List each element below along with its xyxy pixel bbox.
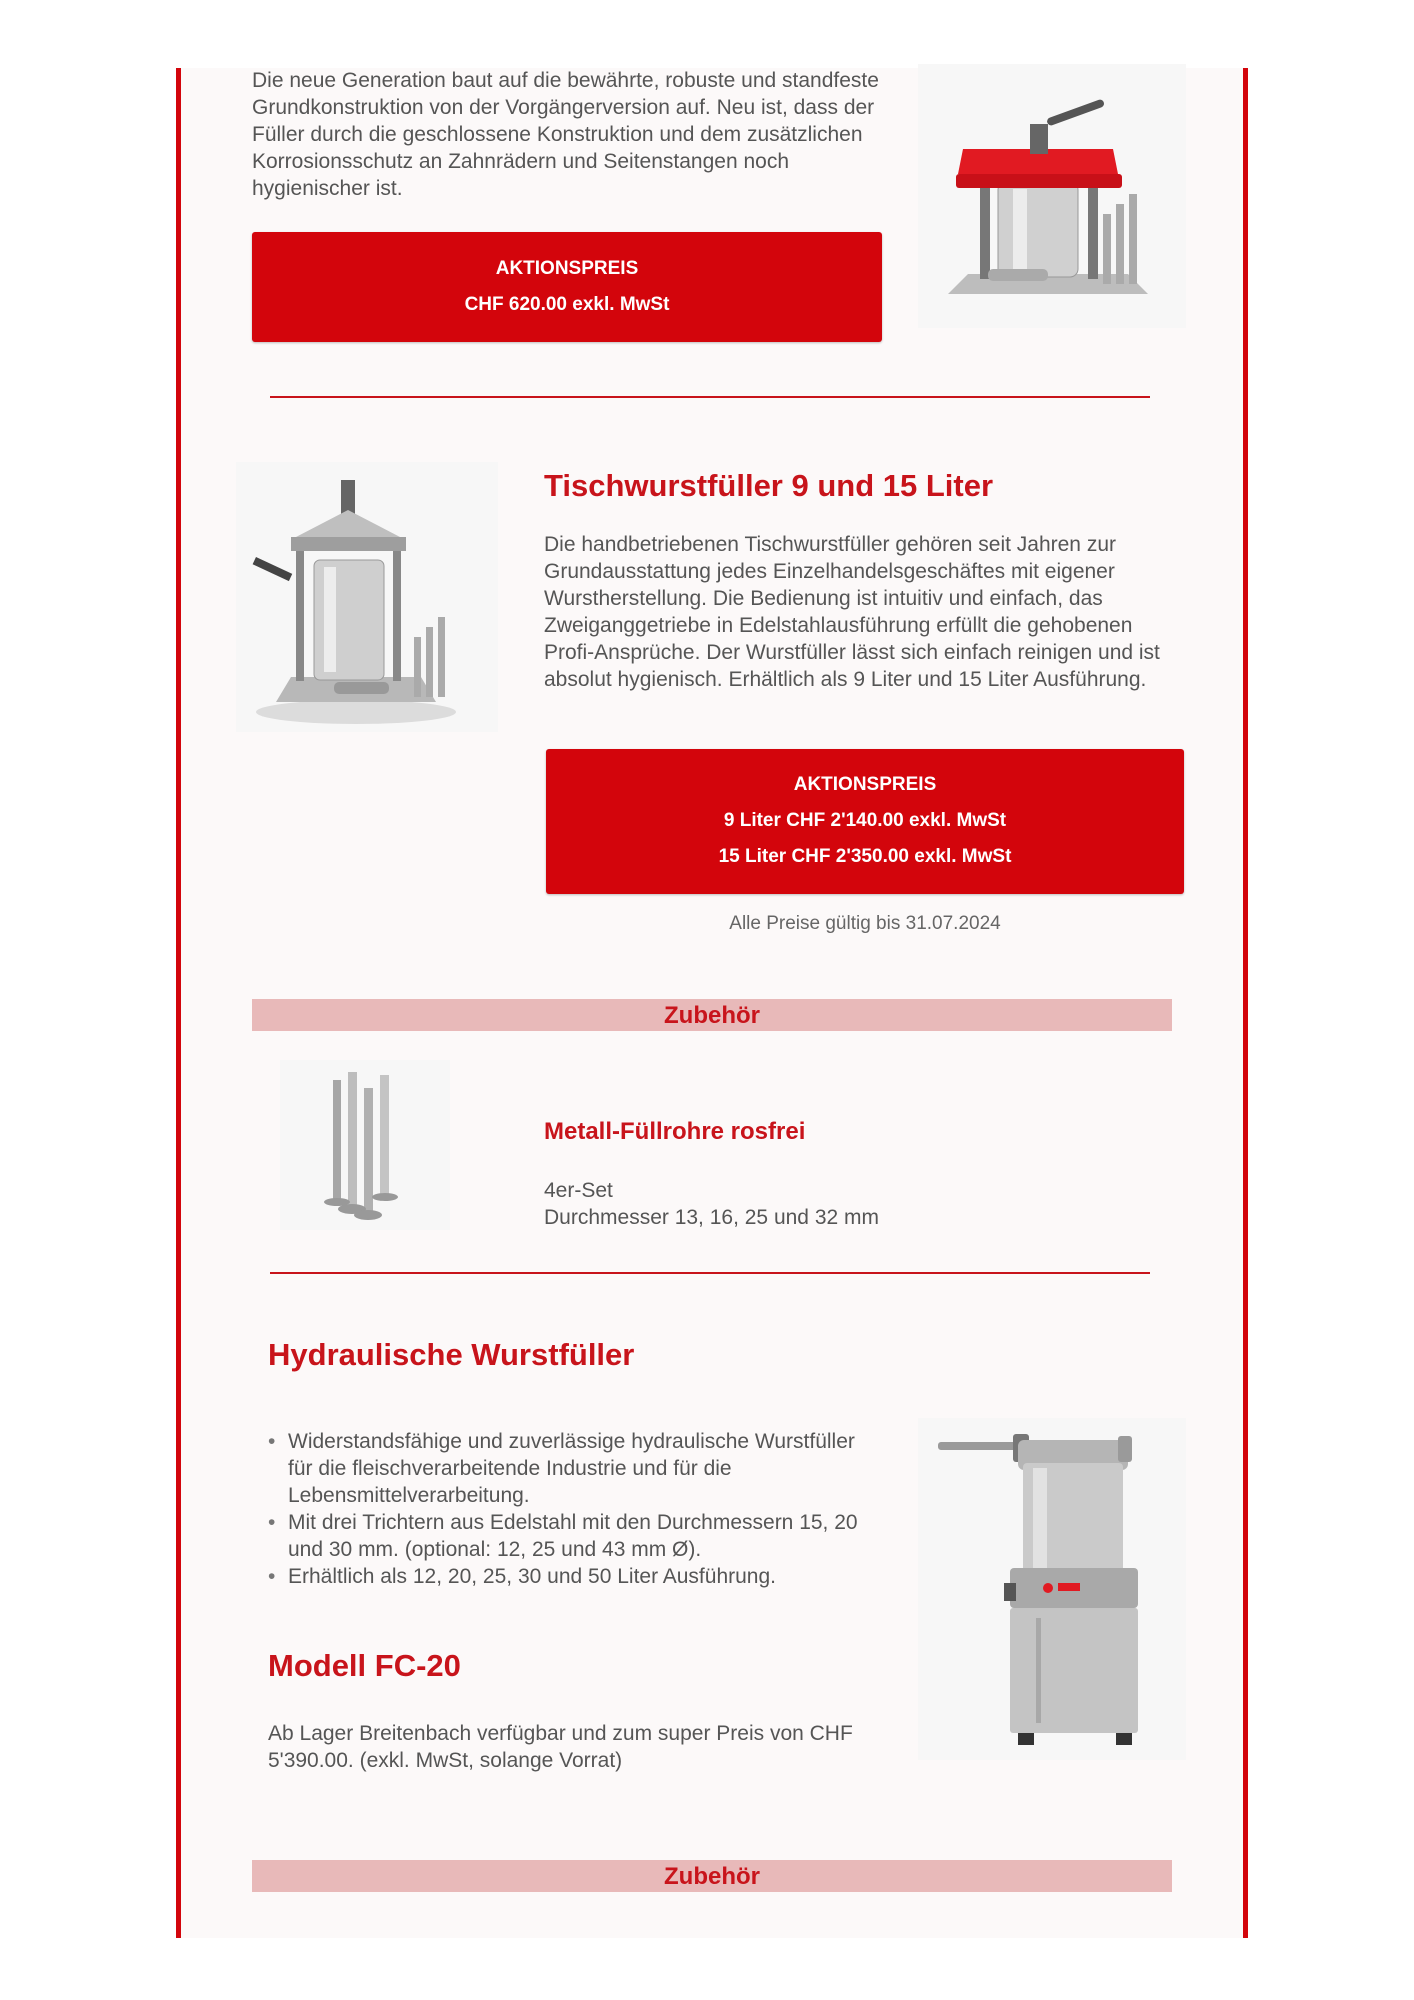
price-validity-note: Alle Preise gültig bis 31.07.2024 — [729, 913, 1001, 934]
accessories-header: Zubehör — [252, 1860, 1172, 1892]
price-label: AKTIONSPREIS — [495, 258, 639, 279]
price-9-liter: 9 Liter CHF 2'140.00 exkl. MwSt — [723, 810, 1007, 831]
price-15-liter: 15 Liter CHF 2'350.00 exkl. MwSt — [718, 846, 1012, 867]
price-value: CHF 620.00 exkl. MwSt — [464, 294, 670, 315]
product-title: Tischwurstfüller 9 und 15 Liter — [544, 468, 994, 503]
feature-item: • Erhältlich als 12, 20, 25, 30 und 50 Liter Ausführung. — [268, 1563, 878, 1590]
model-description: Ab Lager Breitenbach verfügbar und zum super Preis von CHF 5'390.00. (exkl. MwSt, solange Vorrat) — [268, 1722, 853, 1772]
accessories-header: Zubehör — [252, 999, 1172, 1031]
table-sausage-filler-image[interactable] — [236, 462, 498, 732]
hydraulic-sausage-filler-image[interactable] — [918, 1418, 1186, 1760]
accessory-diameter-info: Durchmesser 13, 16, 25 und 32 mm — [544, 1206, 879, 1229]
price-label: AKTIONSPREIS — [793, 774, 937, 795]
feature-list — [268, 1428, 878, 1590]
feature-item: • Widerstandsfähige und zuverlässige hydraulische Wurstfüller für die fleischverarbeitende Industrie und für die Lebensmittelverarbeitung. — [268, 1428, 878, 1509]
price-button[interactable] — [252, 232, 882, 342]
feature-item: • Mit drei Trichtern aus Edelstahl mit den Durchmessern 15, 20 und 30 mm. (optional: 12, 25 und 43 mm Ø). — [268, 1509, 878, 1563]
accessory-set-info: 4er-Set — [544, 1179, 613, 1202]
section-divider — [270, 1272, 1150, 1274]
product-description: Die handbetriebenen Tischwurstfüller gehören seit Jahren zur Grundausstattung jedes Einzelhandelsgeschäftes mit eigener Wurstherstellung. Die Bedienung ist intuitiv und einfach, das Zweiganggetriebe in Edelstahlausführung erfüllt die gehobenen Profi-Ansprüche. Der Wurstfüller lässt sich einfach reinigen und ist absolut hygienisch. Erhältlich als 9 Liter und 15 Liter Ausführung. — [544, 533, 1160, 691]
section-divider — [270, 396, 1150, 398]
price-button[interactable] — [546, 749, 1184, 894]
section-title: Hydraulische Wurstfüller — [268, 1337, 635, 1372]
filling-tubes-image[interactable] — [280, 1060, 450, 1230]
red-sausage-filler-image[interactable] — [918, 64, 1186, 328]
product-description: Die neue Generation baut auf die bewährte, robuste und standfeste Grundkonstruktion von der Vorgängerversion auf. Neu ist, dass der Füller durch die geschlossene Konstruktion und dem zusätzlichen Korrosionsschutz an Zahnrädern und Seitenstangen noch hygienischer ist. — [252, 69, 879, 200]
accessory-title: Metall-Füllrohre rosfrei — [544, 1118, 806, 1145]
model-title: Modell FC-20 — [268, 1648, 461, 1683]
